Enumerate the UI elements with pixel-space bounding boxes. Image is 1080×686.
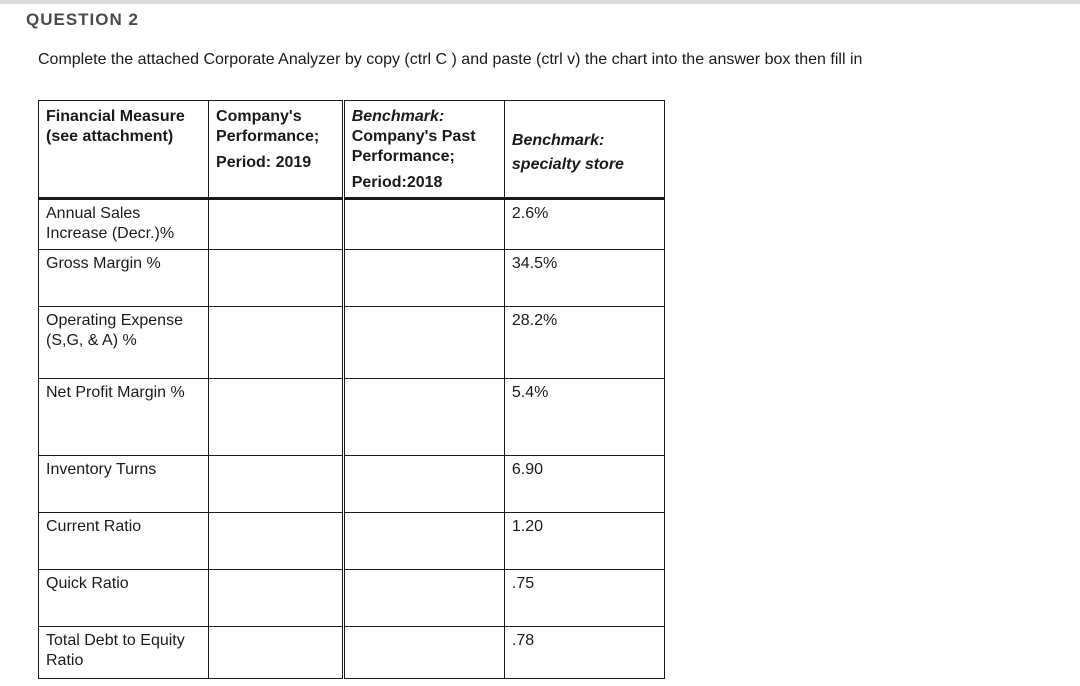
past-performance-cell[interactable] [343, 307, 504, 379]
specialty-benchmark-cell: 2.6% [504, 199, 664, 250]
specialty-benchmark-cell: 28.2% [504, 307, 664, 379]
table-row [39, 307, 665, 379]
past-performance-cell[interactable] [343, 570, 504, 627]
past-performance-cell[interactable] [343, 456, 504, 513]
past-performance-cell[interactable] [343, 379, 504, 456]
table-row [39, 570, 665, 627]
measure-cell: Current Ratio [39, 513, 209, 570]
table-row [39, 250, 665, 307]
company-performance-cell[interactable] [209, 199, 344, 250]
measure-cell: Net Profit Margin % [39, 379, 209, 456]
measure-cell: Total Debt to Equity Ratio [39, 627, 209, 679]
table-row [39, 199, 665, 250]
header-specialty-label: specialty store [511, 156, 624, 173]
past-performance-cell[interactable] [343, 199, 504, 250]
header-past-label: Company's Past Performance; [351, 128, 476, 165]
header-company-period: Period: 2019 [216, 154, 312, 171]
measure-cell: Quick Ratio [39, 570, 209, 627]
past-performance-cell[interactable] [343, 513, 504, 570]
table-row [39, 456, 665, 513]
header-company-label: Company's Performance; [216, 108, 320, 145]
company-performance-cell[interactable] [209, 627, 344, 679]
company-performance-cell[interactable] [209, 513, 344, 570]
header-past-benchmark-label: Benchmark: [351, 108, 445, 125]
company-performance-cell[interactable] [209, 456, 344, 513]
header-financial-measure: Financial Measure (see attachment) [39, 101, 209, 199]
question-heading: QUESTION 2 [26, 10, 139, 29]
corporate-analyzer-table [38, 100, 665, 679]
past-performance-cell[interactable] [343, 250, 504, 307]
table-row [39, 379, 665, 456]
table-row [39, 513, 665, 570]
table-row [39, 627, 665, 679]
top-divider [0, 0, 1080, 4]
specialty-benchmark-cell: 1.20 [504, 513, 664, 570]
past-performance-cell[interactable] [343, 627, 504, 679]
header-past-performance [343, 101, 504, 199]
specialty-benchmark-cell: .75 [504, 570, 664, 627]
measure-cell: Gross Margin % [39, 250, 209, 307]
specialty-benchmark-cell: 5.4% [504, 379, 664, 456]
header-company-performance [209, 101, 344, 199]
measure-cell: Operating Expense (S,G, & A) % [39, 307, 209, 379]
company-performance-cell[interactable] [209, 250, 344, 307]
company-performance-cell[interactable] [209, 307, 344, 379]
header-specialty-benchmark [504, 101, 664, 199]
company-performance-cell[interactable] [209, 570, 344, 627]
specialty-benchmark-cell: 34.5% [504, 250, 664, 307]
header-specialty-benchmark-label: Benchmark: [511, 132, 605, 149]
measure-cell: Annual Sales Increase (Decr.)% [39, 199, 209, 250]
specialty-benchmark-cell: 6.90 [504, 456, 664, 513]
header-past-period: Period:2018 [351, 174, 443, 191]
company-performance-cell[interactable] [209, 379, 344, 456]
specialty-benchmark-cell: .78 [504, 627, 664, 679]
question-instructions: Complete the attached Corporate Analyzer by copy (ctrl C ) and paste (ctrl v) the chart into the answer box then fill in [38, 51, 863, 68]
table-header-row [39, 101, 665, 199]
measure-cell: Inventory Turns [39, 456, 209, 513]
